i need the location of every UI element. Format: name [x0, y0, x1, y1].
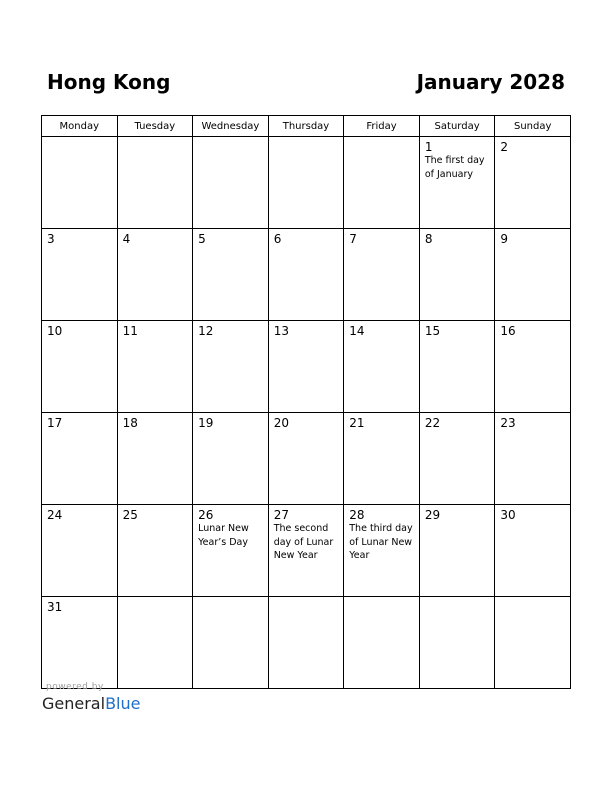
weekday-header-thursday: Thursday [268, 116, 344, 137]
holiday-event: The third day of Lunar New Year [349, 523, 413, 561]
generalblue-logo [42, 694, 140, 713]
weekday-header-monday: Monday [42, 116, 118, 137]
week-row [42, 229, 571, 321]
day-cell [42, 321, 118, 413]
week-row [42, 505, 571, 597]
day-cell [42, 505, 118, 597]
day-number: 31 [47, 600, 63, 614]
day-number: 5 [198, 232, 206, 246]
powered-by-label: powered by [46, 682, 104, 692]
day-number: 3 [47, 232, 55, 246]
day-number: 13 [273, 324, 289, 338]
day-cell [42, 137, 118, 229]
day-cell [117, 321, 193, 413]
day-cell [344, 413, 420, 505]
weekday-header-sunday: Sunday [495, 116, 571, 137]
day-number: 19 [198, 416, 214, 430]
day-cell [268, 413, 344, 505]
day-cell [344, 137, 420, 229]
day-cell [419, 597, 495, 689]
weekday-header-row [42, 116, 571, 137]
day-cell [193, 413, 269, 505]
day-cell [268, 137, 344, 229]
week-row [42, 321, 571, 413]
day-number: 11 [122, 324, 138, 338]
day-cell [117, 229, 193, 321]
day-cell [419, 413, 495, 505]
brand-blue-text: Blue [105, 694, 141, 713]
day-number: 24 [47, 508, 63, 522]
day-number: 28 [349, 508, 365, 522]
day-cell [419, 229, 495, 321]
day-number: 30 [500, 508, 516, 522]
day-cell [268, 321, 344, 413]
day-cell [268, 229, 344, 321]
day-number: 15 [424, 324, 441, 338]
week-row [42, 137, 571, 229]
day-number: 2 [500, 140, 509, 154]
day-cell [268, 597, 344, 689]
calendar-country-title: Hong Kong [47, 70, 171, 94]
weekday-header-wednesday: Wednesday [193, 116, 269, 137]
day-cell [495, 413, 571, 505]
day-cell [42, 597, 118, 689]
day-number: 20 [273, 416, 289, 430]
holiday-event: Lunar New Year’s Day [198, 523, 249, 548]
day-number: 1 [424, 140, 433, 154]
day-cell [117, 597, 193, 689]
brand-general-text: General [42, 694, 106, 713]
holiday-event: The second day of Lunar New Year [273, 523, 334, 561]
day-number: 12 [198, 324, 214, 338]
day-cell [42, 229, 118, 321]
day-cell [419, 137, 495, 229]
day-cell [117, 505, 193, 597]
day-number: 18 [122, 416, 138, 430]
day-number: 22 [424, 416, 441, 430]
day-cell [193, 137, 269, 229]
day-number: 17 [47, 416, 63, 430]
day-cell [193, 505, 269, 597]
day-cell [344, 505, 420, 597]
day-number: 25 [122, 508, 138, 522]
day-number: 29 [424, 508, 441, 522]
day-cell [117, 137, 193, 229]
day-number: 8 [424, 232, 433, 246]
day-number: 7 [349, 232, 357, 246]
day-number: 21 [349, 416, 365, 430]
day-cell [193, 597, 269, 689]
day-cell [344, 229, 420, 321]
calendar-month-title: January 2028 [416, 70, 565, 94]
day-cell [344, 321, 420, 413]
day-cell [495, 229, 571, 321]
holiday-event: The first day of January [424, 155, 485, 180]
calendar-grid [41, 115, 571, 689]
week-row [42, 597, 571, 689]
weekday-header-tuesday: Tuesday [117, 116, 193, 137]
day-number: 27 [273, 508, 289, 522]
day-number: 9 [500, 232, 509, 246]
day-cell [193, 321, 269, 413]
day-number: 26 [198, 508, 214, 522]
day-cell [344, 597, 420, 689]
day-cell [419, 505, 495, 597]
day-cell [495, 321, 571, 413]
weekday-header-saturday: Saturday [419, 116, 495, 137]
day-cell [419, 321, 495, 413]
day-cell [495, 137, 571, 229]
day-cell [193, 229, 269, 321]
day-cell [495, 505, 571, 597]
day-cell [42, 413, 118, 505]
week-row [42, 413, 571, 505]
day-number: 14 [349, 324, 365, 338]
day-number: 4 [122, 232, 131, 246]
day-number: 10 [47, 324, 63, 338]
day-cell [268, 505, 344, 597]
day-number: 6 [273, 232, 282, 246]
day-number: 16 [500, 324, 516, 338]
day-number: 23 [500, 416, 516, 430]
day-cell [117, 413, 193, 505]
weekday-header-friday: Friday [344, 116, 420, 137]
day-cell [495, 597, 571, 689]
